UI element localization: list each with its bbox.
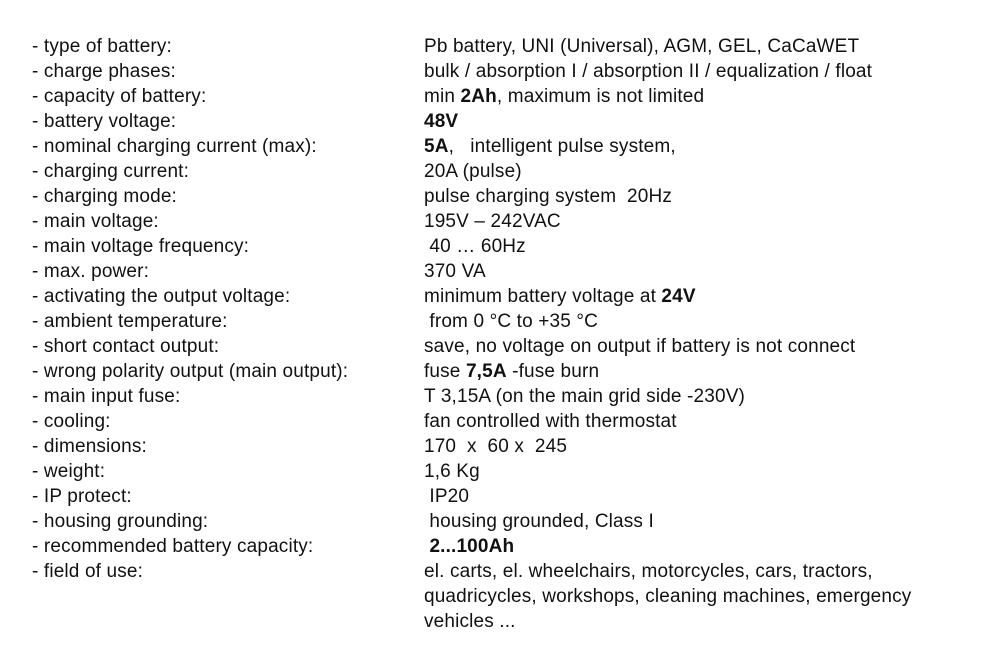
spec-value-text: el. carts, el. wheelchairs, motorcycles, cars, tractors, quadricycles, workshops, cleaning machines, emergency vehicles ... (424, 561, 912, 632)
spec-label: - type of battery: (32, 36, 172, 57)
spec-value (424, 59, 982, 84)
spec-value (424, 359, 982, 384)
spec-row (32, 284, 982, 309)
spec-value (424, 159, 982, 184)
spec-value-text: T 3,15A (on the main grid side -230V) (424, 386, 745, 407)
spec-label: - cooling: (32, 411, 111, 432)
spec-row (32, 559, 982, 634)
spec-row (32, 434, 982, 459)
spec-value (424, 234, 982, 259)
spec-row (32, 159, 982, 184)
spec-row (32, 59, 982, 84)
spec-row (32, 184, 982, 209)
spec-value (424, 109, 982, 134)
spec-value (424, 134, 982, 159)
spec-value (424, 409, 982, 434)
spec-row (32, 334, 982, 359)
spec-value (424, 309, 982, 334)
spec-value-bold: 2...100Ah (429, 536, 515, 557)
spec-row (32, 409, 982, 434)
spec-value (424, 334, 982, 359)
spec-value-text: housing grounded, Class I (424, 511, 654, 532)
spec-label: - main input fuse: (32, 386, 181, 407)
spec-label: - short contact output: (32, 336, 220, 357)
spec-label: - recommended battery capacity: (32, 536, 314, 557)
spec-label: - activating the output voltage: (32, 286, 291, 307)
spec-value-text: 370 VA (424, 261, 486, 282)
spec-label: - wrong polarity output (main output): (32, 361, 349, 382)
spec-label: - housing grounding: (32, 511, 209, 532)
spec-value (424, 34, 982, 59)
spec-label: - charge phases: (32, 61, 176, 82)
spec-value (424, 209, 982, 234)
spec-value (424, 509, 982, 534)
spec-value-bold: 24V (661, 286, 696, 307)
spec-label: - dimensions: (32, 436, 147, 457)
spec-label: - capacity of battery: (32, 86, 207, 107)
spec-value-bold: 48V (424, 111, 459, 132)
spec-row (32, 34, 982, 59)
spec-value-text: from 0 °C to +35 °C (424, 311, 598, 332)
spec-value (424, 484, 982, 509)
spec-value-text: 170 x 60 x 245 (424, 436, 568, 457)
spec-row (32, 534, 982, 559)
spec-row (32, 234, 982, 259)
spec-value (424, 434, 982, 459)
spec-label: - charging mode: (32, 186, 177, 207)
spec-row (32, 84, 982, 109)
spec-label: - field of use: (32, 561, 144, 582)
spec-value-text: minimum battery voltage at (424, 286, 662, 307)
spec-value-bold: 2Ah (460, 86, 497, 107)
spec-row (32, 509, 982, 534)
spec-value-text: min (424, 86, 461, 107)
spec-value-bold: 5A (424, 136, 449, 157)
spec-value (424, 559, 982, 634)
spec-value (424, 259, 982, 284)
spec-label: - main voltage frequency: (32, 236, 250, 257)
spec-value-text: 40 … 60Hz (424, 236, 526, 257)
spec-label: - main voltage: (32, 211, 159, 232)
spec-row (32, 309, 982, 334)
spec-label: - charging current: (32, 161, 190, 182)
spec-value-text: IP20 (424, 486, 470, 507)
spec-sheet (32, 34, 982, 634)
spec-row (32, 359, 982, 384)
spec-row (32, 109, 982, 134)
spec-value-text: -fuse burn (506, 361, 600, 382)
spec-value (424, 84, 982, 109)
spec-row (32, 484, 982, 509)
spec-value (424, 534, 982, 559)
spec-label: - max. power: (32, 261, 150, 282)
spec-value-text: fuse (424, 361, 466, 382)
spec-value-text: pulse charging system 20Hz (424, 186, 672, 207)
spec-value-text: save, no voltage on output if battery is not connect (424, 336, 856, 357)
spec-label: - ambient temperature: (32, 311, 228, 332)
spec-value (424, 184, 982, 209)
spec-label: - nominal charging current (max): (32, 136, 317, 157)
spec-value-text: 20A (pulse) (424, 161, 522, 182)
spec-value (424, 284, 982, 309)
spec-value-bold: 7,5A (465, 361, 507, 382)
spec-value-text: Pb battery, UNI (Universal), AGM, GEL, CaCaWET (424, 36, 860, 57)
spec-row (32, 134, 982, 159)
spec-row (32, 259, 982, 284)
spec-row (32, 384, 982, 409)
spec-value-text: fan controlled with thermostat (424, 411, 677, 432)
spec-row (32, 209, 982, 234)
spec-value (424, 459, 982, 484)
spec-value-text: bulk / absorption I / absorption II / equalization / float (424, 61, 873, 82)
spec-value-text: 1,6 Kg (424, 461, 480, 482)
spec-value-text: , maximum is not limited (496, 86, 705, 107)
spec-label: - weight: (32, 461, 106, 482)
spec-label: - battery voltage: (32, 111, 177, 132)
spec-value (424, 384, 982, 409)
spec-label: - IP protect: (32, 486, 132, 507)
spec-value-text: 195V – 242VAC (424, 211, 561, 232)
spec-row (32, 459, 982, 484)
spec-value-text: , intelligent pulse system, (448, 136, 676, 157)
